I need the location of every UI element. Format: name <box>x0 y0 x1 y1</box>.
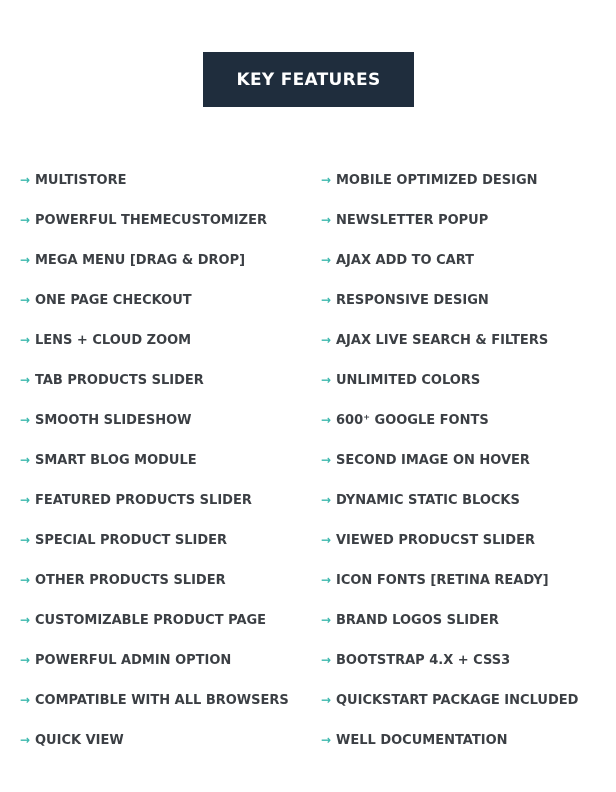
feature-item <box>321 400 578 440</box>
feature-label: AJAX ADD TO CART <box>336 252 475 268</box>
right-arrow-icon: → <box>20 613 31 627</box>
right-arrow-icon: → <box>20 413 31 427</box>
feature-label: SMART BLOG MODULE <box>35 452 197 468</box>
feature-item <box>20 600 289 640</box>
right-arrow-icon: → <box>321 253 332 267</box>
feature-item <box>321 720 578 760</box>
feature-list-right <box>321 160 578 760</box>
right-arrow-icon: → <box>321 573 332 587</box>
right-arrow-icon: → <box>321 693 332 707</box>
feature-label: NEWSLETTER POPUP <box>336 212 489 228</box>
feature-item <box>20 200 289 240</box>
feature-item <box>321 560 578 600</box>
feature-item <box>20 720 289 760</box>
feature-label: AJAX LIVE SEARCH & FILTERS <box>336 332 549 348</box>
feature-label: POWERFUL THEMECUSTOMIZER <box>35 212 267 228</box>
feature-label: MULTISTORE <box>35 172 127 188</box>
right-arrow-icon: → <box>20 533 31 547</box>
right-arrow-icon: → <box>20 373 31 387</box>
feature-label: CUSTOMIZABLE PRODUCT PAGE <box>35 612 267 628</box>
right-arrow-icon: → <box>321 333 332 347</box>
feature-item <box>321 480 578 520</box>
right-arrow-icon: → <box>20 573 31 587</box>
right-arrow-icon: → <box>321 533 332 547</box>
feature-item <box>20 240 289 280</box>
feature-label: OTHER PRODUCTS SLIDER <box>35 572 226 588</box>
right-arrow-icon: → <box>321 213 332 227</box>
right-arrow-icon: → <box>321 733 332 747</box>
feature-label: FEATURED PRODUCTS SLIDER <box>35 492 252 508</box>
feature-label: POWERFUL ADMIN OPTION <box>35 652 232 668</box>
feature-item <box>321 200 578 240</box>
feature-item <box>20 480 289 520</box>
feature-label: VIEWED PRODUCST SLIDER <box>336 532 535 548</box>
right-arrow-icon: → <box>321 613 332 627</box>
right-arrow-icon: → <box>321 173 332 187</box>
right-arrow-icon: → <box>20 253 31 267</box>
right-arrow-icon: → <box>321 493 332 507</box>
right-arrow-icon: → <box>20 333 31 347</box>
feature-label: SMOOTH SLIDESHOW <box>35 412 192 428</box>
feature-item <box>321 600 578 640</box>
feature-item <box>321 360 578 400</box>
feature-item <box>20 680 289 720</box>
right-arrow-icon: → <box>321 373 332 387</box>
feature-item <box>20 400 289 440</box>
right-arrow-icon: → <box>20 493 31 507</box>
feature-item <box>20 320 289 360</box>
right-arrow-icon: → <box>321 413 332 427</box>
right-arrow-icon: → <box>20 653 31 667</box>
feature-item <box>20 160 289 200</box>
right-arrow-icon: → <box>20 293 31 307</box>
feature-label: DYNAMIC STATIC BLOCKS <box>336 492 520 508</box>
right-arrow-icon: → <box>20 453 31 467</box>
feature-item <box>20 640 289 680</box>
feature-label: QUICK VIEW <box>35 732 124 748</box>
feature-item <box>20 520 289 560</box>
right-arrow-icon: → <box>321 453 332 467</box>
feature-item <box>321 320 578 360</box>
right-arrow-icon: → <box>20 173 31 187</box>
feature-label: UNLIMITED COLORS <box>336 372 481 388</box>
feature-label: SPECIAL PRODUCT SLIDER <box>35 532 228 548</box>
feature-label: BRAND LOGOS SLIDER <box>336 612 499 628</box>
feature-label: COMPATIBLE WITH ALL BROWSERS <box>35 692 289 708</box>
feature-item <box>321 280 578 320</box>
feature-label: RESPONSIVE DESIGN <box>336 292 489 308</box>
key-features-heading: KEY FEATURES <box>203 52 414 107</box>
feature-list-left <box>20 160 289 760</box>
feature-item <box>20 280 289 320</box>
right-arrow-icon: → <box>20 693 31 707</box>
right-arrow-icon: → <box>321 293 332 307</box>
feature-label: ONE PAGE CHECKOUT <box>35 292 192 308</box>
feature-item <box>20 440 289 480</box>
feature-item <box>20 560 289 600</box>
feature-label: SECOND IMAGE ON HOVER <box>336 452 530 468</box>
right-arrow-icon: → <box>321 653 332 667</box>
feature-label: BOOTSTRAP 4.X + CSS3 <box>336 652 511 668</box>
right-arrow-icon: → <box>20 213 31 227</box>
feature-item <box>321 440 578 480</box>
feature-label: WELL DOCUMENTATION <box>336 732 508 748</box>
feature-item <box>321 240 578 280</box>
feature-label: ICON FONTS [RETINA READY] <box>336 572 549 588</box>
feature-item <box>321 640 578 680</box>
feature-label: QUICKSTART PACKAGE INCLUDED <box>336 692 579 708</box>
feature-item <box>20 360 289 400</box>
feature-label: 600⁺ GOOGLE FONTS <box>336 412 489 428</box>
feature-label: MEGA MENU [DRAG & DROP] <box>35 252 246 268</box>
right-arrow-icon: → <box>20 733 31 747</box>
feature-label: LENS + CLOUD ZOOM <box>35 332 192 348</box>
feature-item <box>321 520 578 560</box>
feature-label: TAB PRODUCTS SLIDER <box>35 372 204 388</box>
feature-label: MOBILE OPTIMIZED DESIGN <box>336 172 538 188</box>
feature-item <box>321 160 578 200</box>
feature-item <box>321 680 578 720</box>
